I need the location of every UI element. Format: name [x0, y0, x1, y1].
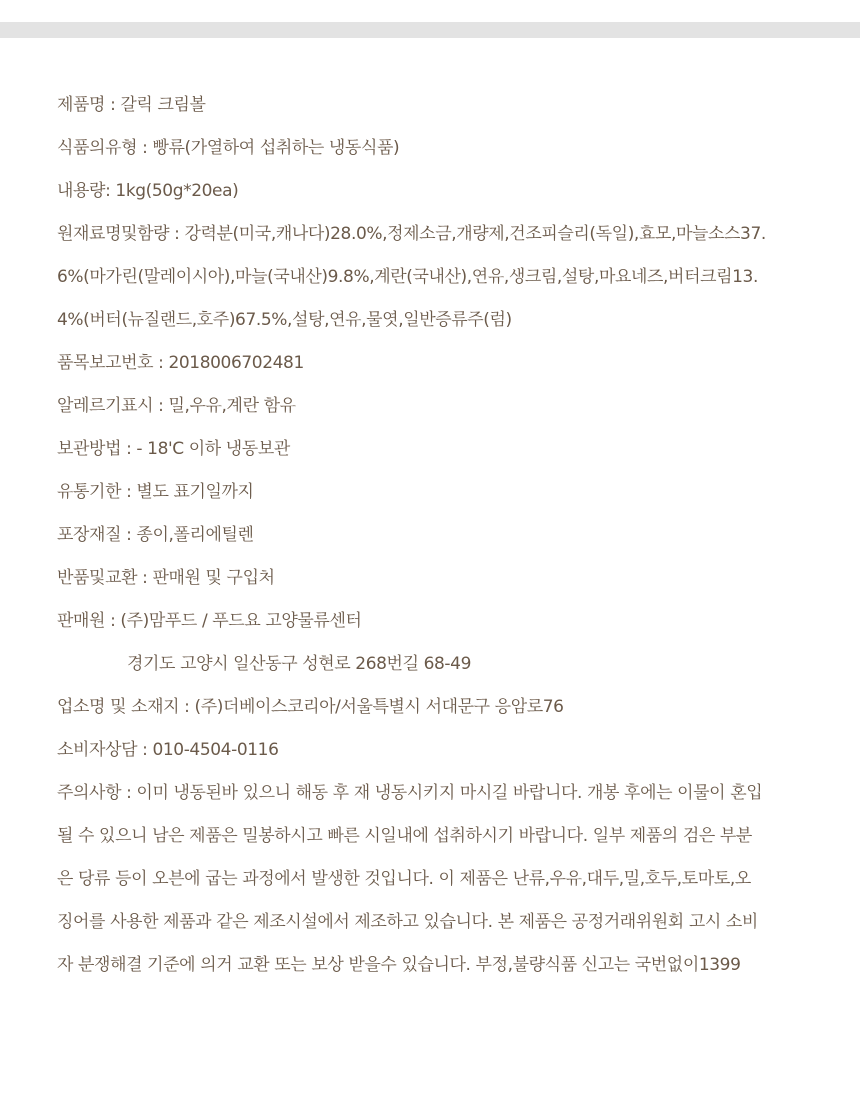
packaging-line: 포장재질 : 종이,폴리에틸렌	[57, 525, 254, 545]
return-exchange-line: 반품및교환 : 판매원 및 구입처	[57, 568, 275, 588]
report-number-line: 품목보고번호 : 2018006702481	[57, 353, 304, 373]
ingredients-line-3: 4%(버터(뉴질랜드,호주)67.5%,설탕,연유,물엿,일반증류주(럼)	[57, 310, 512, 330]
expiration-line: 유통기한 : 별도 표기일까지	[57, 482, 254, 502]
product-name-line: 제품명 : 갈릭 크림볼	[57, 95, 206, 115]
product-info-section	[57, 84, 847, 987]
allergy-line: 알레르기표시 : 밀,우유,계란 함유	[57, 396, 296, 416]
net-content-line: 내용량: 1kg(50g*20ea)	[57, 181, 239, 201]
seller-line: 판매원 : (주)맘푸드 / 푸드요 고양물류센터	[57, 611, 362, 631]
food-type-line: 식품의유형 : 빵류(가열하여 섭취하는 냉동식품)	[57, 138, 400, 158]
seller-address-line: 경기도 고양시 일산동구 성현로 268번길 68-49	[127, 654, 471, 674]
caution-line-1: 주의사항 : 이미 냉동된바 있으니 해동 후 재 냉동시키지 마시길 바랍니다. 개봉 후에는 이물이 혼입	[57, 783, 763, 803]
consumer-contact-line: 소비자상담 : 010-4504-0116	[57, 740, 279, 760]
storage-line: 보관방법 : - 18'C 이하 냉동보관	[57, 439, 290, 459]
caution-line-4: 징어를 사용한 제품과 같은 제조시설에서 제조하고 있습니다. 본 제품은 공정거래위원회 고시 소비	[57, 912, 758, 932]
ingredients-line-1: 원재료명및함량 : 강력분(미국,캐나다)28.0%,정제소금,개량제,건조피슬리(독일),효모,마늘소스37.	[57, 224, 766, 244]
top-divider-bar	[0, 22, 860, 38]
ingredients-line-2: 6%(마가린(말레이시아),마늘(국내산)9.8%,계란(국내산),연유,생크림,설탕,마요네즈,버터크림13.	[57, 267, 758, 287]
caution-line-2: 될 수 있으니 남은 제품은 밀봉하시고 빠른 시일내에 섭취하시기 바랍니다. 일부 제품의 검은 부분	[57, 826, 752, 846]
caution-line-3: 은 당류 등이 오븐에 굽는 과정에서 발생한 것입니다. 이 제품은 난류,우유,대두,밀,호두,토마토,오	[57, 869, 751, 889]
caution-line-5: 자 분쟁해결 기준에 의거 교환 또는 보상 받을수 있습니다. 부정,불량식품 신고는 국번없이1399	[57, 955, 741, 975]
business-location-line: 업소명 및 소재지 : (주)더베이스코리아/서울특별시 서대문구 응암로76	[57, 697, 564, 717]
